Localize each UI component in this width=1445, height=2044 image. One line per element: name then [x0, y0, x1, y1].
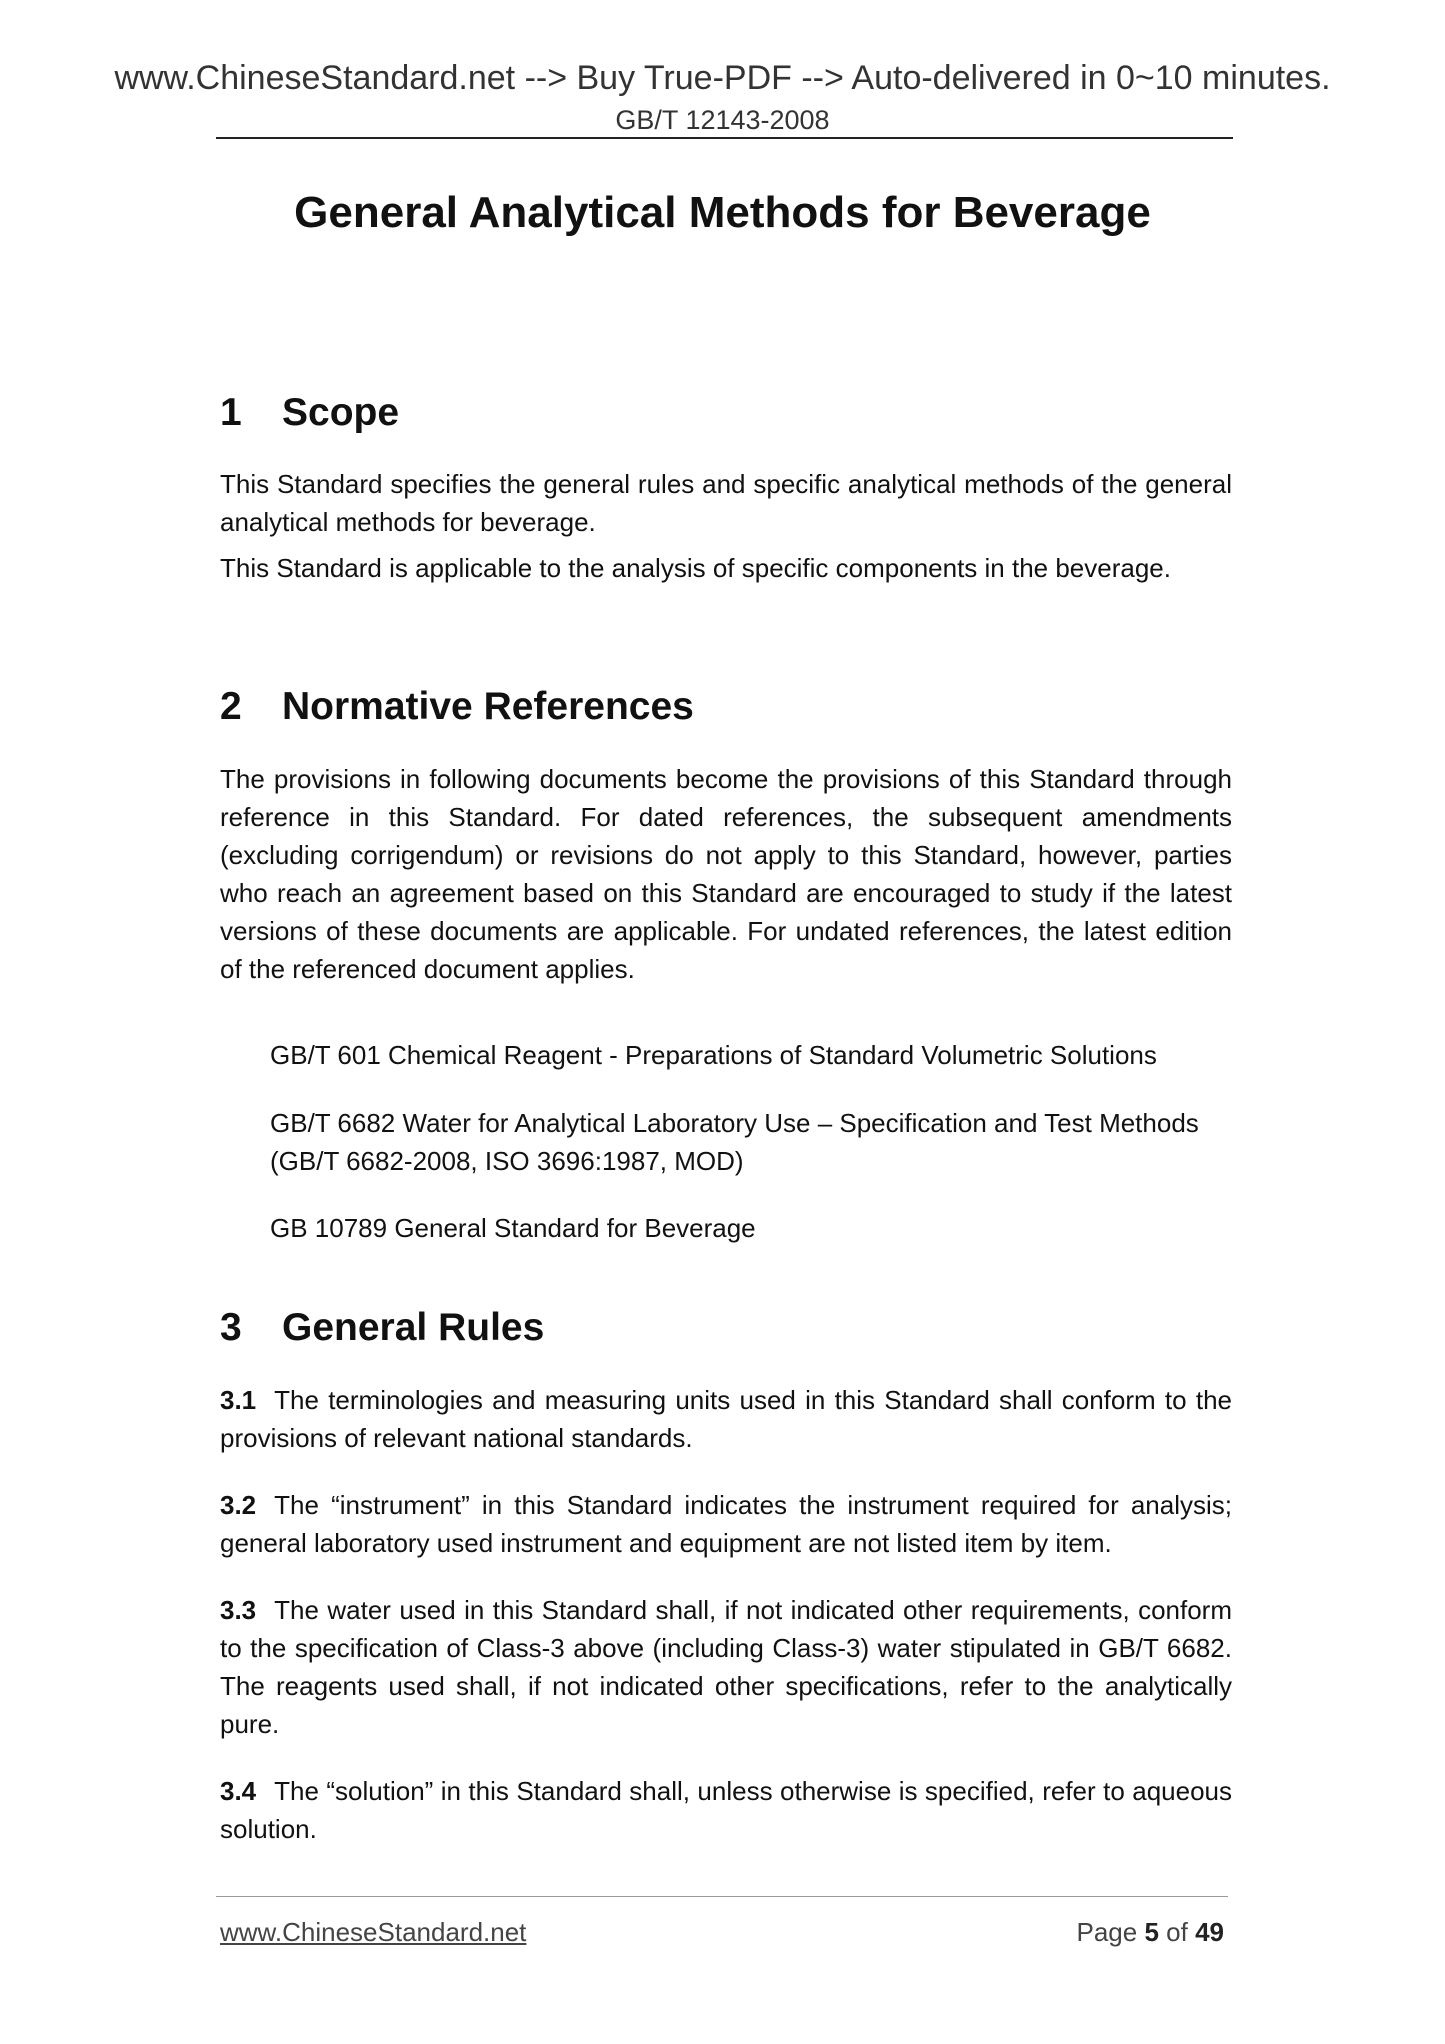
- reference-item: GB/T 601 Chemical Reagent - Preparations of Standard Volumetric Solutions: [270, 1040, 1157, 1070]
- section-scope-heading: [220, 390, 399, 436]
- section-number: 3: [220, 1306, 242, 1349]
- document-title: General Analytical Methods for Beverage: [294, 188, 1151, 237]
- section-number: 1: [220, 391, 242, 434]
- scope-paragraph-2: This Standard is applicable to the analysis of specific components in the beverage.: [220, 553, 1171, 583]
- clause-text: The “instrument” in this Standard indicates the instrument required for analysis; general laboratory used instrument and equipment are not listed item by item.: [220, 1490, 1232, 1558]
- clause-text: The water used in this Standard shall, if not indicated other requirements, conform to the specification of Class-3 above (including Class-3) water stipulated in GB/T 6682. The reagents used shall, if not indicated other specifications, refer to the analytically pure.: [220, 1595, 1232, 1739]
- reference-item: GB/T 6682 Water for Analytical Laboratory Use – Specification and Test Methods (GB/T 6682-2008, ISO 3696:1987, MOD): [270, 1108, 1199, 1176]
- normative-intro-paragraph: The provisions in following documents become the provisions of this Standard through reference in this Standard. For dated references, the subsequent amendments (excluding corrigendum) or revisions do not apply to this Standard, however, parties who reach an agreement based on this Standard are encouraged to study if the latest versions of these documents are applicable. For undated references, the latest edition of the referenced document applies.: [220, 764, 1232, 984]
- clause-3-2: [220, 1486, 1232, 1562]
- section-title: Scope: [282, 391, 400, 434]
- header-divider: [216, 137, 1233, 139]
- clause-number: 3.1: [220, 1385, 257, 1415]
- footer-divider: [216, 1896, 1228, 1897]
- clause-number: 3.3: [220, 1595, 257, 1625]
- clause-3-3: [220, 1591, 1232, 1743]
- header-banner: www.ChineseStandard.net --> Buy True-PDF --> Auto-delivered in 0~10 minutes.: [114, 59, 1331, 97]
- page-of: of: [1166, 1917, 1188, 1947]
- standard-number: GB/T 12143-2008: [615, 105, 830, 135]
- clause-text: The “solution” in this Standard shall, unless otherwise is specified, refer to aqueous solution.: [220, 1776, 1232, 1844]
- scope-paragraph-1: This Standard specifies the general rules and specific analytical methods of the general analytical methods for beverage.: [220, 469, 1232, 537]
- reference-item: GB 10789 General Standard for Beverage: [270, 1213, 756, 1243]
- section-title: General Rules: [282, 1306, 545, 1349]
- page-total: 49: [1195, 1917, 1224, 1947]
- page-label: Page: [1076, 1917, 1138, 1947]
- section-normative-heading: [220, 684, 694, 730]
- page-indicator: [1076, 1916, 1224, 1948]
- clause-text: The terminologies and measuring units used in this Standard shall conform to the provisions of relevant national standards.: [220, 1385, 1232, 1453]
- section-rules-heading: [220, 1305, 544, 1351]
- clause-3-4: [220, 1772, 1232, 1848]
- clause-number: 3.2: [220, 1490, 257, 1520]
- section-number: 2: [220, 685, 242, 728]
- clause-3-1: [220, 1381, 1232, 1457]
- section-title: Normative References: [282, 685, 694, 728]
- footer-site-link[interactable]: www.ChineseStandard.net: [220, 1917, 527, 1947]
- clause-number: 3.4: [220, 1776, 257, 1806]
- page-current: 5: [1144, 1917, 1159, 1947]
